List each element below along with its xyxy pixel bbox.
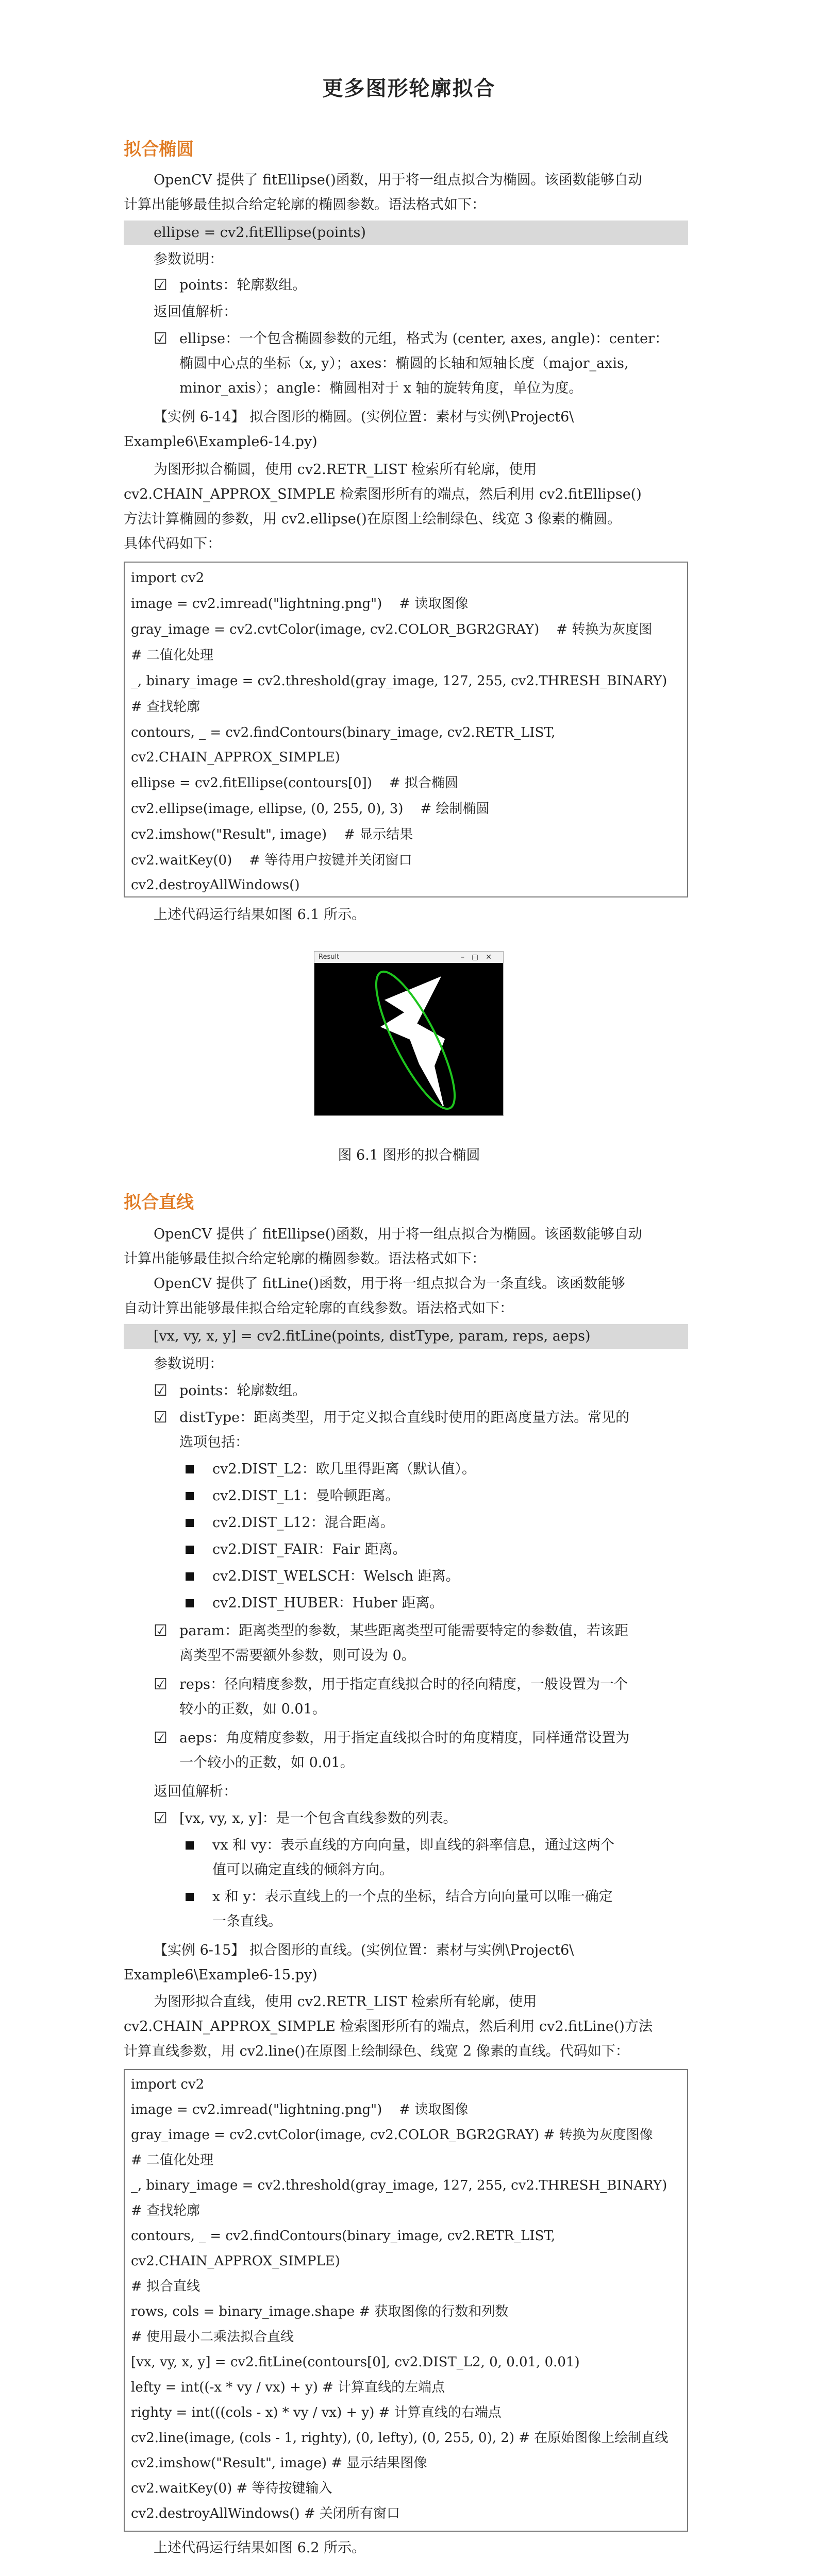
line-after-text: 上述代码运行结果如图 6.2 所示。 (154, 2540, 366, 2556)
ellipse-return-line-1: ellipse：一个包含椭圆参数的元组，格式为 (center, axes, angle)：center： (179, 331, 669, 347)
line-param-points: points：轮廓数组。 (179, 1383, 307, 1399)
ellipse-desc-line-4: 具体代码如下： (124, 536, 221, 552)
code-line: import cv2 (131, 2077, 205, 2092)
code-line: cv2.waitKey(0) # 等待用户按键并关闭窗口 (131, 853, 412, 868)
figure-6-1-window (314, 951, 504, 1116)
code-line: # 查找轮廓 (131, 2203, 201, 2218)
code-line: # 二值化处理 (131, 648, 214, 663)
line-desc-line-2: cv2.CHAIN_APPROX_SIMPLE 检索图形所有的端点，然后利用 cv2.fitLine()方法 (124, 2019, 653, 2035)
code-line: ellipse = cv2.fitEllipse(contours[0]) # 拟合椭圆 (131, 775, 458, 791)
dist-option: cv2.DIST_WELSCH：Welsch 距离。 (212, 1568, 460, 1584)
code-line: image = cv2.imread("lightning.png") # 读取图像 (131, 596, 469, 612)
ellipse-example-line-2: Example6\Example6-14.py) (124, 434, 318, 450)
line-desc-line-3: 计算直线参数，用 cv2.line()在原图上绘制绿色、线宽 2 像素的直线。代码如下： (124, 2043, 629, 2059)
window-title: Result (319, 953, 340, 961)
line-param-disttype-1: distType：距离类型，用于定义拟合直线时使用的距离度量方法。常见的 (179, 1410, 630, 1426)
ellipse-intro-line-1: OpenCV 提供了 fitEllipse()函数，用于将一组点拟合为椭圆。该函数能够自动 (154, 172, 642, 188)
checkbox-icon: ☑ (154, 1382, 168, 1400)
line-return-x-2: 一条直线。 (212, 1913, 282, 1929)
line-intro-line-1: OpenCV 提供了 fitEllipse()函数，用于将一组点拟合为椭圆。该函数能够自动 (154, 1226, 642, 1242)
window-controls-icon: –▢✕ (461, 953, 499, 961)
ellipse-return-line-3: minor_axis）；angle：椭圆相对于 x 轴的旋转角度，单位为度。 (179, 380, 583, 396)
line-param-aeps-2: 一个较小的正数，如 0.01。 (179, 1755, 354, 1771)
ellipse-return-label: 返回值解析： (154, 304, 237, 320)
line-desc-line-1: 为图形拟合直线，使用 cv2.RETR_LIST 检索所有轮廓，使用 (154, 1994, 537, 2010)
code-line: image = cv2.imread("lightning.png") # 读取图像 (131, 2102, 469, 2117)
ellipse-param-points: points：轮廓数组。 (179, 277, 307, 293)
line-code-box (124, 2069, 688, 2532)
ellipse-intro-line-2: 计算出能够最佳拟合给定轮廓的椭圆参数。语法格式如下： (124, 197, 486, 213)
checkbox-icon: ☑ (154, 1675, 168, 1693)
figure-6-1-image (314, 963, 503, 1115)
code-line: # 拟合直线 (131, 2279, 201, 2294)
ellipse-code-box (124, 562, 688, 897)
bullet-square-icon (186, 1893, 194, 1901)
code-line: [vx, vy, x, y] = cv2.fitLine(contours[0], cv2.DIST_L2, 0, 0.01, 0.01) (131, 2354, 580, 2370)
dist-option: cv2.DIST_L12：混合距离。 (212, 1515, 394, 1531)
line-intro-line-2: 计算出能够最佳拟合给定轮廓的椭圆参数。语法格式如下： (124, 1251, 486, 1267)
code-line: _, binary_image = cv2.threshold(gray_image, 127, 255, cv2.THRESH_BINARY) (131, 673, 667, 689)
line-intro2-line-2: 自动计算出能够最佳拟合给定轮廓的直线参数。语法格式如下： (124, 1300, 513, 1316)
checkbox-icon: ☑ (154, 1622, 168, 1640)
ellipse-example-line-1: 【实例 6-14】 拟合图形的椭圆。(实例位置：素材与实例\Project6\ (154, 409, 574, 425)
bullet-square-icon (186, 1841, 194, 1850)
line-example-line-1: 【实例 6-15】 拟合图形的直线。(实例位置：素材与实例\Project6\ (154, 1942, 574, 1958)
code-line: lefty = int((-x * vy / vx) + y) # 计算直线的左端点 (131, 2380, 445, 2395)
line-return-x-1: x 和 y：表示直线上的一个点的坐标，结合方向向量可以唯一确定 (212, 1889, 613, 1905)
code-line: cv2.line(image, (cols - 1, righty), (0, lefty), (0, 255, 0), 2) # 在原始图像上绘制直线 (131, 2430, 669, 2446)
code-line: cv2.waitKey(0) # 等待按键输入 (131, 2481, 332, 2496)
bullet-square-icon (186, 1492, 194, 1500)
bullet-square-icon (186, 1465, 194, 1473)
code-line: gray_image = cv2.cvtColor(image, cv2.COLOR_BGR2GRAY) # 转换为灰度图 (131, 622, 653, 637)
line-param-reps-1: reps：径向精度参数，用于指定直线拟合时的径向精度，一般设置为一个 (179, 1676, 628, 1692)
code-line: cv2.imshow("Result", image) # 显示结果图像 (131, 2455, 427, 2471)
code-line: cv2.imshow("Result", image) # 显示结果 (131, 827, 413, 842)
line-param-reps-2: 较小的正数，如 0.01。 (179, 1701, 326, 1717)
checkbox-icon: ☑ (154, 276, 168, 294)
dist-option: cv2.DIST_L1：曼哈顿距离。 (212, 1488, 399, 1504)
ellipse-return-line-2: 椭圆中心点的坐标（x, y）；axes：椭圆的长轴和短轴长度（major_axis, (179, 355, 629, 371)
window-titlebar (314, 952, 503, 963)
code-line: cv2.destroyAllWindows() (131, 877, 300, 893)
dist-option: cv2.DIST_HUBER：Huber 距离。 (212, 1595, 444, 1611)
code-line: contours, _ = cv2.findContours(binary_image, cv2.RETR_LIST, (131, 2228, 556, 2244)
code-line: import cv2 (131, 570, 205, 586)
code-line: cv2.CHAIN_APPROX_SIMPLE) (131, 2253, 340, 2269)
dist-option: cv2.DIST_FAIR：Fair 距离。 (212, 1541, 407, 1557)
line-syntax: [vx, vy, x, y] = cv2.fitLine(points, distType, param, reps, aeps) (124, 1324, 688, 1349)
line-param-aeps-1: aeps：角度精度参数，用于指定直线拟合时的角度精度，同样通常设置为 (179, 1730, 630, 1746)
section-heading-line: 拟合直线 (124, 1192, 194, 1213)
code-line: # 使用最小二乘法拟合直线 (131, 2329, 294, 2345)
ellipse-desc-line-1: 为图形拟合椭圆，使用 cv2.RETR_LIST 检索所有轮廓，使用 (154, 462, 537, 478)
code-line: # 二值化处理 (131, 2153, 214, 2168)
line-return-list: [vx, vy, x, y]：是一个包含直线参数的列表。 (179, 1810, 457, 1826)
ellipse-desc-line-3: 方法计算椭圆的参数，用 cv2.ellipse()在原图上绘制绿色、线宽 3 像素的椭圆。 (124, 511, 622, 527)
code-line: cv2.ellipse(image, ellipse, (0, 255, 0), 3) # 绘制椭圆 (131, 801, 490, 817)
checkbox-icon: ☑ (154, 1409, 168, 1427)
line-param-label: 参数说明： (154, 1356, 223, 1372)
code-line: gray_image = cv2.cvtColor(image, cv2.COLOR_BGR2GRAY) # 转换为灰度图像 (131, 2127, 653, 2143)
line-return-label: 返回值解析： (154, 1784, 237, 1800)
line-return-vx-1: vx 和 vy：表示直线的方向向量，即直线的斜率信息，通过这两个 (212, 1837, 615, 1853)
code-line: _, binary_image = cv2.threshold(gray_image, 127, 255, cv2.THRESH_BINARY) (131, 2178, 667, 2193)
bullet-square-icon (186, 1546, 194, 1554)
line-param-param-2: 离类型不需要额外参数，则可设为 0。 (179, 1648, 415, 1664)
code-line: contours, _ = cv2.findContours(binary_image, cv2.RETR_LIST, (131, 725, 556, 740)
line-example-line-2: Example6\Example6-15.py) (124, 1967, 318, 1983)
line-intro2-line-1: OpenCV 提供了 fitLine()函数，用于将一组点拟合为一条直线。该函数能够 (154, 1276, 625, 1292)
dist-option: cv2.DIST_L2：欧几里得距离（默认值）。 (212, 1461, 476, 1477)
checkbox-icon: ☑ (154, 1729, 168, 1747)
checkbox-icon: ☑ (154, 330, 168, 348)
code-line: # 查找轮廓 (131, 699, 201, 715)
section-heading-ellipse: 拟合椭圆 (124, 139, 194, 160)
line-return-vx-2: 值可以确定直线的倾斜方向。 (212, 1862, 393, 1878)
ellipse-param-label: 参数说明： (154, 251, 223, 267)
code-line: cv2.CHAIN_APPROX_SIMPLE) (131, 750, 340, 765)
figure-6-1-caption: 图 6.1 图形的拟合椭圆 (338, 1147, 480, 1163)
code-line: cv2.destroyAllWindows() # 关闭所有窗口 (131, 2506, 400, 2521)
page-title: 更多图形轮廓拟合 (322, 76, 496, 100)
bullet-square-icon (186, 1599, 194, 1607)
line-param-param-1: param：距离类型的参数，某些距离类型可能需要特定的参数值，若该距 (179, 1623, 628, 1639)
ellipse-syntax: ellipse = cv2.fitEllipse(points) (124, 221, 688, 245)
code-line: righty = int(((cols - x) * vy / vx) + y) # 计算直线的右端点 (131, 2405, 502, 2420)
bullet-square-icon (186, 1572, 194, 1581)
ellipse-desc-line-2: cv2.CHAIN_APPROX_SIMPLE 检索图形所有的端点，然后利用 cv2.fitEllipse() (124, 486, 642, 502)
ellipse-after-text: 上述代码运行结果如图 6.1 所示。 (154, 907, 366, 923)
code-line: rows, cols = binary_image.shape # 获取图像的行数和列数 (131, 2304, 509, 2319)
checkbox-icon: ☑ (154, 1809, 168, 1827)
bullet-square-icon (186, 1519, 194, 1527)
line-param-disttype-2: 选项包括： (179, 1434, 249, 1450)
